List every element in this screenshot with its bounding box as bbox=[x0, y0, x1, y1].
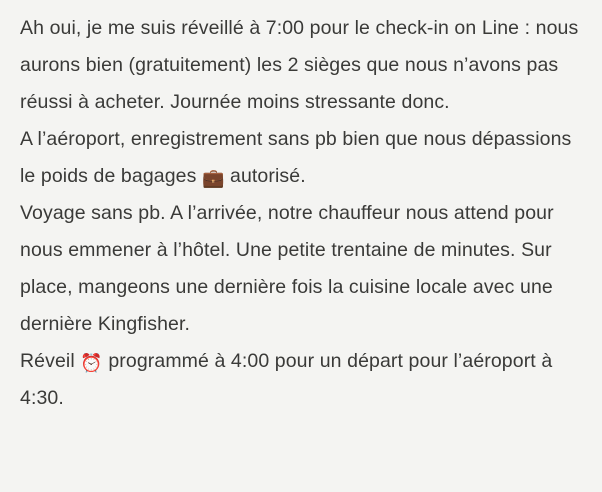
message-paragraph bbox=[20, 121, 584, 195]
message-text: Ah oui, je me suis réveillé à 7:00 pour le check-in on Line : nous aurons bien (gratuitement) les 2 sièges que nous n’avons pas réussi à acheter. Journée moins stressante donc. bbox=[20, 17, 579, 113]
message-paragraph bbox=[20, 195, 584, 343]
message-paragraph bbox=[20, 10, 584, 121]
briefcase-emoji: 💼 bbox=[201, 168, 225, 189]
message-text: Voyage sans pb. A l’arrivée, notre chauffeur nous attend pour nous emmener à l’hôtel. Une petite trentaine de minutes. Sur place, mangeons une dernière fois la cuisine locale avec une dernière Kingfisher. bbox=[20, 202, 554, 335]
message-text: autorisé. bbox=[224, 165, 306, 187]
message-paragraph bbox=[20, 343, 584, 417]
alarm-clock-emoji: ⏰ bbox=[80, 353, 103, 374]
message-text: Réveil bbox=[20, 350, 81, 372]
message-body bbox=[20, 10, 584, 417]
message-text: programmé à 4:00 pour un départ pour l’aéroport à 4:30. bbox=[20, 350, 553, 409]
message-text: A l’aéroport, enregistrement sans pb bien que nous dépassions le poids de bagages bbox=[20, 128, 572, 187]
